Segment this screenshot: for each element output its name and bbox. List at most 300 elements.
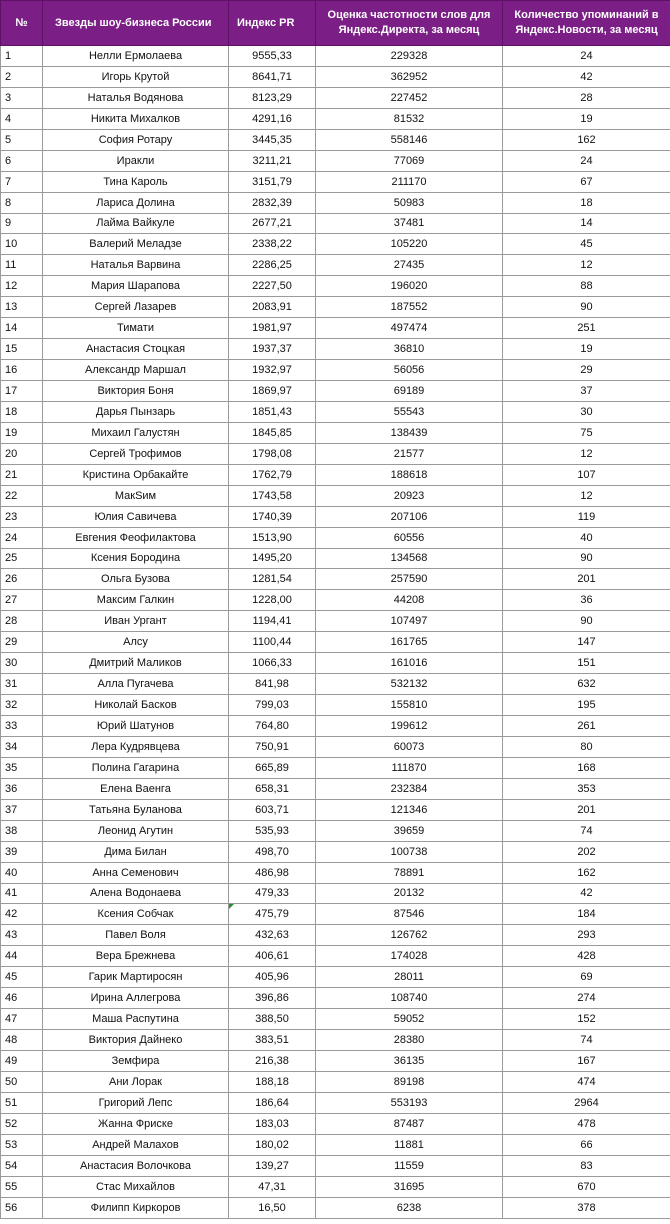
cell-news-mentions: 24 [503, 150, 670, 171]
cell-direct-frequency: 28380 [316, 1030, 503, 1051]
cell-news-mentions: 19 [503, 339, 670, 360]
cell-pr-index: 1869,97 [229, 381, 316, 402]
table-row [1, 569, 670, 590]
table-row [1, 1009, 670, 1030]
header-yandex-direct-frequency: Оценка частотности слов для Яндекс.Директа, за месяц [316, 1, 503, 46]
cell-celebrity-name: Анна Семенович [43, 862, 229, 883]
cell-news-mentions: 353 [503, 778, 670, 799]
cell-direct-frequency: 87546 [316, 904, 503, 925]
cell-direct-frequency: 199612 [316, 716, 503, 737]
cell-news-mentions: 168 [503, 757, 670, 778]
cell-direct-frequency: 211170 [316, 171, 503, 192]
cell-number: 30 [1, 653, 43, 674]
cell-direct-frequency: 11559 [316, 1155, 503, 1176]
cell-pr-index: 1228,00 [229, 590, 316, 611]
cell-celebrity-name: Юлия Савичева [43, 506, 229, 527]
cell-celebrity-name: Стас Михайлов [43, 1176, 229, 1197]
cell-number: 42 [1, 904, 43, 925]
cell-direct-frequency: 121346 [316, 799, 503, 820]
cell-news-mentions: 30 [503, 401, 670, 422]
cell-celebrity-name: Валерий Меладзе [43, 234, 229, 255]
cell-news-mentions: 80 [503, 736, 670, 757]
cell-news-mentions: 90 [503, 548, 670, 569]
cell-news-mentions: 67 [503, 171, 670, 192]
cell-number: 15 [1, 339, 43, 360]
cell-news-mentions: 42 [503, 883, 670, 904]
cell-pr-index: 2677,21 [229, 213, 316, 234]
cell-celebrity-name: Сергей Лазарев [43, 297, 229, 318]
cell-news-mentions: 12 [503, 485, 670, 506]
cell-celebrity-name: София Ротару [43, 129, 229, 150]
cell-pr-index: 3151,79 [229, 171, 316, 192]
cell-number: 51 [1, 1092, 43, 1113]
cell-celebrity-name: Кристина Орбакайте [43, 464, 229, 485]
cell-number: 36 [1, 778, 43, 799]
cell-pr-index: 2227,50 [229, 276, 316, 297]
cell-pr-index: 139,27 [229, 1155, 316, 1176]
cell-pr-index: 1932,97 [229, 360, 316, 381]
cell-direct-frequency: 60556 [316, 527, 503, 548]
cell-news-mentions: 152 [503, 1009, 670, 1030]
table-row [1, 46, 670, 67]
cell-pr-index: 1851,43 [229, 401, 316, 422]
table-row [1, 778, 670, 799]
cell-direct-frequency: 553193 [316, 1092, 503, 1113]
cell-pr-index: 1743,58 [229, 485, 316, 506]
cell-news-mentions: 151 [503, 653, 670, 674]
cell-celebrity-name: МакSим [43, 485, 229, 506]
cell-news-mentions: 119 [503, 506, 670, 527]
cell-celebrity-name: Павел Воля [43, 925, 229, 946]
table-row [1, 234, 670, 255]
cell-direct-frequency: 44208 [316, 590, 503, 611]
cell-news-mentions: 632 [503, 674, 670, 695]
cell-news-mentions: 428 [503, 946, 670, 967]
cell-number: 29 [1, 632, 43, 653]
cell-celebrity-name: Сергей Трофимов [43, 443, 229, 464]
header-pr-index: Индекс PR [229, 1, 316, 46]
cell-celebrity-name: Андрей Малахов [43, 1134, 229, 1155]
cell-celebrity-name: Ани Лорак [43, 1071, 229, 1092]
cell-direct-frequency: 229328 [316, 46, 503, 67]
cell-number: 17 [1, 381, 43, 402]
table-row [1, 506, 670, 527]
cell-news-mentions: 2964 [503, 1092, 670, 1113]
cell-number: 31 [1, 674, 43, 695]
cell-direct-frequency: 161765 [316, 632, 503, 653]
table-row [1, 695, 670, 716]
header-yandex-news-mentions: Количество упоминаний в Яндекс.Новости, за месяц [503, 1, 670, 46]
cell-direct-frequency: 59052 [316, 1009, 503, 1030]
cell-pr-index: 406,61 [229, 946, 316, 967]
cell-celebrity-name: Наталья Водянова [43, 87, 229, 108]
table-row [1, 1113, 670, 1134]
cell-pr-index: 3445,35 [229, 129, 316, 150]
cell-celebrity-name: Иракли [43, 150, 229, 171]
cell-number: 56 [1, 1197, 43, 1218]
cell-number: 39 [1, 841, 43, 862]
cell-direct-frequency: 6238 [316, 1197, 503, 1218]
table-row [1, 862, 670, 883]
cell-pr-index: 1762,79 [229, 464, 316, 485]
table-row [1, 1134, 670, 1155]
cell-direct-frequency: 37481 [316, 213, 503, 234]
cell-direct-frequency: 87487 [316, 1113, 503, 1134]
cell-number: 18 [1, 401, 43, 422]
table-row [1, 422, 670, 443]
cell-celebrity-name: Гарик Мартиросян [43, 967, 229, 988]
cell-direct-frequency: 100738 [316, 841, 503, 862]
cell-news-mentions: 74 [503, 1030, 670, 1051]
table-row [1, 632, 670, 653]
cell-pr-index: 216,38 [229, 1051, 316, 1072]
cell-news-mentions: 75 [503, 422, 670, 443]
cell-news-mentions: 12 [503, 255, 670, 276]
cell-number: 52 [1, 1113, 43, 1134]
table-row [1, 946, 670, 967]
cell-celebrity-name: Дарья Пынзарь [43, 401, 229, 422]
cell-number: 24 [1, 527, 43, 548]
cell-celebrity-name: Игорь Крутой [43, 66, 229, 87]
cell-direct-frequency: 28011 [316, 967, 503, 988]
cell-direct-frequency: 21577 [316, 443, 503, 464]
cell-number: 20 [1, 443, 43, 464]
cell-pr-index: 186,64 [229, 1092, 316, 1113]
cell-pr-index: 3211,21 [229, 150, 316, 171]
cell-news-mentions: 12 [503, 443, 670, 464]
table-row [1, 590, 670, 611]
cell-number: 53 [1, 1134, 43, 1155]
table-row [1, 820, 670, 841]
cell-direct-frequency: 78891 [316, 862, 503, 883]
cell-number: 35 [1, 757, 43, 778]
cell-number: 6 [1, 150, 43, 171]
cell-pr-index: 2338,22 [229, 234, 316, 255]
cell-direct-frequency: 39659 [316, 820, 503, 841]
table-row [1, 150, 670, 171]
cell-direct-frequency: 11881 [316, 1134, 503, 1155]
cell-number: 1 [1, 46, 43, 67]
cell-news-mentions: 66 [503, 1134, 670, 1155]
cell-pr-index: 2286,25 [229, 255, 316, 276]
table-row [1, 443, 670, 464]
cell-direct-frequency: 69189 [316, 381, 503, 402]
cell-news-mentions: 184 [503, 904, 670, 925]
table-row [1, 527, 670, 548]
table-body [1, 46, 670, 1219]
cell-pr-index: 498,70 [229, 841, 316, 862]
cell-number: 19 [1, 422, 43, 443]
cell-news-mentions: 36 [503, 590, 670, 611]
cell-pr-index: 47,31 [229, 1176, 316, 1197]
cell-direct-frequency: 138439 [316, 422, 503, 443]
cell-direct-frequency: 89198 [316, 1071, 503, 1092]
cell-number: 13 [1, 297, 43, 318]
cell-direct-frequency: 207106 [316, 506, 503, 527]
cell-number: 43 [1, 925, 43, 946]
table-row [1, 1155, 670, 1176]
cell-celebrity-name: Виктория Дайнеко [43, 1030, 229, 1051]
table-row [1, 485, 670, 506]
cell-direct-frequency: 60073 [316, 736, 503, 757]
table-row [1, 548, 670, 569]
cell-direct-frequency: 161016 [316, 653, 503, 674]
cell-pr-index: 750,91 [229, 736, 316, 757]
cell-direct-frequency: 50983 [316, 192, 503, 213]
cell-number: 55 [1, 1176, 43, 1197]
cell-pr-index: 1100,44 [229, 632, 316, 653]
cell-news-mentions: 28 [503, 87, 670, 108]
cell-number: 33 [1, 716, 43, 737]
cell-number: 40 [1, 862, 43, 883]
cell-celebrity-name: Максим Галкин [43, 590, 229, 611]
cell-news-mentions: 201 [503, 569, 670, 590]
cell-direct-frequency: 232384 [316, 778, 503, 799]
cell-celebrity-name: Тина Кароль [43, 171, 229, 192]
cell-news-mentions: 83 [503, 1155, 670, 1176]
cell-number: 3 [1, 87, 43, 108]
cell-direct-frequency: 188618 [316, 464, 503, 485]
cell-number: 49 [1, 1051, 43, 1072]
cell-pr-index: 479,33 [229, 883, 316, 904]
table-row [1, 967, 670, 988]
cell-number: 21 [1, 464, 43, 485]
cell-direct-frequency: 227452 [316, 87, 503, 108]
cell-direct-frequency: 55543 [316, 401, 503, 422]
cell-celebrity-name: Татьяна Буланова [43, 799, 229, 820]
cell-pr-index: 486,98 [229, 862, 316, 883]
table-row [1, 66, 670, 87]
cell-pr-index: 188,18 [229, 1071, 316, 1092]
cell-number: 28 [1, 611, 43, 632]
cell-celebrity-name: Григорий Лепс [43, 1092, 229, 1113]
table-row [1, 129, 670, 150]
cell-number: 45 [1, 967, 43, 988]
cell-direct-frequency: 497474 [316, 318, 503, 339]
cell-celebrity-name: Земфира [43, 1051, 229, 1072]
cell-news-mentions: 90 [503, 611, 670, 632]
cell-celebrity-name: Иван Ургант [43, 611, 229, 632]
cell-number: 7 [1, 171, 43, 192]
cell-pr-index: 1513,90 [229, 527, 316, 548]
cell-direct-frequency: 20923 [316, 485, 503, 506]
cell-celebrity-name: Алена Водонаева [43, 883, 229, 904]
cell-direct-frequency: 107497 [316, 611, 503, 632]
cell-celebrity-name: Александр Маршал [43, 360, 229, 381]
table-row [1, 988, 670, 1009]
cell-direct-frequency: 174028 [316, 946, 503, 967]
table-row [1, 401, 670, 422]
table-row [1, 757, 670, 778]
cell-pr-index: 16,50 [229, 1197, 316, 1218]
cell-number: 47 [1, 1009, 43, 1030]
cell-pr-index: 603,71 [229, 799, 316, 820]
cell-pr-index: 1281,54 [229, 569, 316, 590]
table-row [1, 1051, 670, 1072]
cell-pr-index: 1066,33 [229, 653, 316, 674]
cell-news-mentions: 167 [503, 1051, 670, 1072]
cell-number: 27 [1, 590, 43, 611]
cell-pr-index: 9555,33 [229, 46, 316, 67]
cell-pr-index: 799,03 [229, 695, 316, 716]
cell-number: 5 [1, 129, 43, 150]
cell-celebrity-name: Дмитрий Маликов [43, 653, 229, 674]
cell-pr-index: 405,96 [229, 967, 316, 988]
cell-celebrity-name: Вера Брежнева [43, 946, 229, 967]
table-row [1, 1197, 670, 1218]
cell-number: 23 [1, 506, 43, 527]
cell-number: 54 [1, 1155, 43, 1176]
cell-direct-frequency: 108740 [316, 988, 503, 1009]
cell-pr-index: 1740,39 [229, 506, 316, 527]
cell-number: 4 [1, 108, 43, 129]
cell-direct-frequency: 126762 [316, 925, 503, 946]
cell-news-mentions: 24 [503, 46, 670, 67]
cell-number: 16 [1, 360, 43, 381]
cell-pr-index: 383,51 [229, 1030, 316, 1051]
table-row [1, 360, 670, 381]
cell-celebrity-name: Лера Кудрявцева [43, 736, 229, 757]
cell-direct-frequency: 532132 [316, 674, 503, 695]
table-row [1, 297, 670, 318]
cell-direct-frequency: 77069 [316, 150, 503, 171]
cell-celebrity-name: Ксения Собчак [43, 904, 229, 925]
cell-celebrity-name: Полина Гагарина [43, 757, 229, 778]
header-number: № [1, 1, 43, 46]
cell-direct-frequency: 56056 [316, 360, 503, 381]
cell-number: 32 [1, 695, 43, 716]
cell-news-mentions: 18 [503, 192, 670, 213]
cell-celebrity-name: Мария Шарапова [43, 276, 229, 297]
cell-direct-frequency: 558146 [316, 129, 503, 150]
table-row [1, 381, 670, 402]
cell-pr-index: 2083,91 [229, 297, 316, 318]
cell-direct-frequency: 31695 [316, 1176, 503, 1197]
cell-news-mentions: 147 [503, 632, 670, 653]
cell-pr-index: 183,03 [229, 1113, 316, 1134]
cell-pr-index: 180,02 [229, 1134, 316, 1155]
table-row [1, 87, 670, 108]
cell-direct-frequency: 20132 [316, 883, 503, 904]
cell-pr-index: 1845,85 [229, 422, 316, 443]
cell-direct-frequency: 36135 [316, 1051, 503, 1072]
cell-celebrity-name: Евгения Феофилактова [43, 527, 229, 548]
cell-celebrity-name: Лариса Долина [43, 192, 229, 213]
header-row [1, 1, 670, 46]
cell-pr-index: 8641,71 [229, 66, 316, 87]
cell-number: 10 [1, 234, 43, 255]
cell-pr-index: 1798,08 [229, 443, 316, 464]
cell-news-mentions: 201 [503, 799, 670, 820]
table-row [1, 171, 670, 192]
table-row [1, 736, 670, 757]
cell-news-mentions: 293 [503, 925, 670, 946]
cell-pr-index: 8123,29 [229, 87, 316, 108]
cell-number: 50 [1, 1071, 43, 1092]
cell-news-mentions: 378 [503, 1197, 670, 1218]
cell-news-mentions: 107 [503, 464, 670, 485]
cell-celebrity-name: Лайма Вайкуле [43, 213, 229, 234]
cell-news-mentions: 251 [503, 318, 670, 339]
cell-number: 9 [1, 213, 43, 234]
table-row [1, 611, 670, 632]
cell-celebrity-name: Маша Распутина [43, 1009, 229, 1030]
cell-direct-frequency: 257590 [316, 569, 503, 590]
cell-news-mentions: 37 [503, 381, 670, 402]
cell-number: 48 [1, 1030, 43, 1051]
cell-pr-index: 475,79 [229, 904, 316, 925]
cell-celebrity-name: Алсу [43, 632, 229, 653]
cell-number: 38 [1, 820, 43, 841]
table-row [1, 318, 670, 339]
cell-pr-index: 1981,97 [229, 318, 316, 339]
cell-number: 34 [1, 736, 43, 757]
cell-celebrity-name: Наталья Варвина [43, 255, 229, 276]
cell-pr-index: 658,31 [229, 778, 316, 799]
cell-number: 44 [1, 946, 43, 967]
cell-news-mentions: 274 [503, 988, 670, 1009]
cell-pr-index: 665,89 [229, 757, 316, 778]
cell-pr-index: 4291,16 [229, 108, 316, 129]
cell-pr-index: 1194,41 [229, 611, 316, 632]
cell-direct-frequency: 105220 [316, 234, 503, 255]
cell-news-mentions: 202 [503, 841, 670, 862]
cell-number: 41 [1, 883, 43, 904]
table-row [1, 1092, 670, 1113]
cell-pr-index: 841,98 [229, 674, 316, 695]
cell-direct-frequency: 155810 [316, 695, 503, 716]
cell-celebrity-name: Анастасия Стоцкая [43, 339, 229, 360]
table-row [1, 464, 670, 485]
table-row [1, 799, 670, 820]
cell-news-mentions: 74 [503, 820, 670, 841]
cell-news-mentions: 90 [503, 297, 670, 318]
cell-celebrity-name: Анастасия Волочкова [43, 1155, 229, 1176]
cell-number: 26 [1, 569, 43, 590]
cell-celebrity-name: Никита Михалков [43, 108, 229, 129]
cell-number: 12 [1, 276, 43, 297]
table-row [1, 213, 670, 234]
table-row [1, 841, 670, 862]
table-row [1, 1176, 670, 1197]
cell-celebrity-name: Жанна Фриске [43, 1113, 229, 1134]
table-row [1, 653, 670, 674]
cell-news-mentions: 261 [503, 716, 670, 737]
cell-news-mentions: 45 [503, 234, 670, 255]
cell-pr-index: 432,63 [229, 925, 316, 946]
cell-direct-frequency: 81532 [316, 108, 503, 129]
cell-number: 2 [1, 66, 43, 87]
cell-pr-index: 1495,20 [229, 548, 316, 569]
cell-pr-index: 535,93 [229, 820, 316, 841]
cell-pr-index: 1937,37 [229, 339, 316, 360]
cell-news-mentions: 69 [503, 967, 670, 988]
header-celebrity: Звезды шоу-бизнеса России [43, 1, 229, 46]
cell-news-mentions: 40 [503, 527, 670, 548]
table-row [1, 883, 670, 904]
cell-pr-index: 388,50 [229, 1009, 316, 1030]
cell-number: 22 [1, 485, 43, 506]
cell-direct-frequency: 134568 [316, 548, 503, 569]
cell-number: 37 [1, 799, 43, 820]
cell-celebrity-name: Елена Ваенга [43, 778, 229, 799]
cell-direct-frequency: 196020 [316, 276, 503, 297]
cell-news-mentions: 14 [503, 213, 670, 234]
cell-celebrity-name: Ольга Бузова [43, 569, 229, 590]
cell-number: 8 [1, 192, 43, 213]
cell-direct-frequency: 36810 [316, 339, 503, 360]
table-row [1, 276, 670, 297]
